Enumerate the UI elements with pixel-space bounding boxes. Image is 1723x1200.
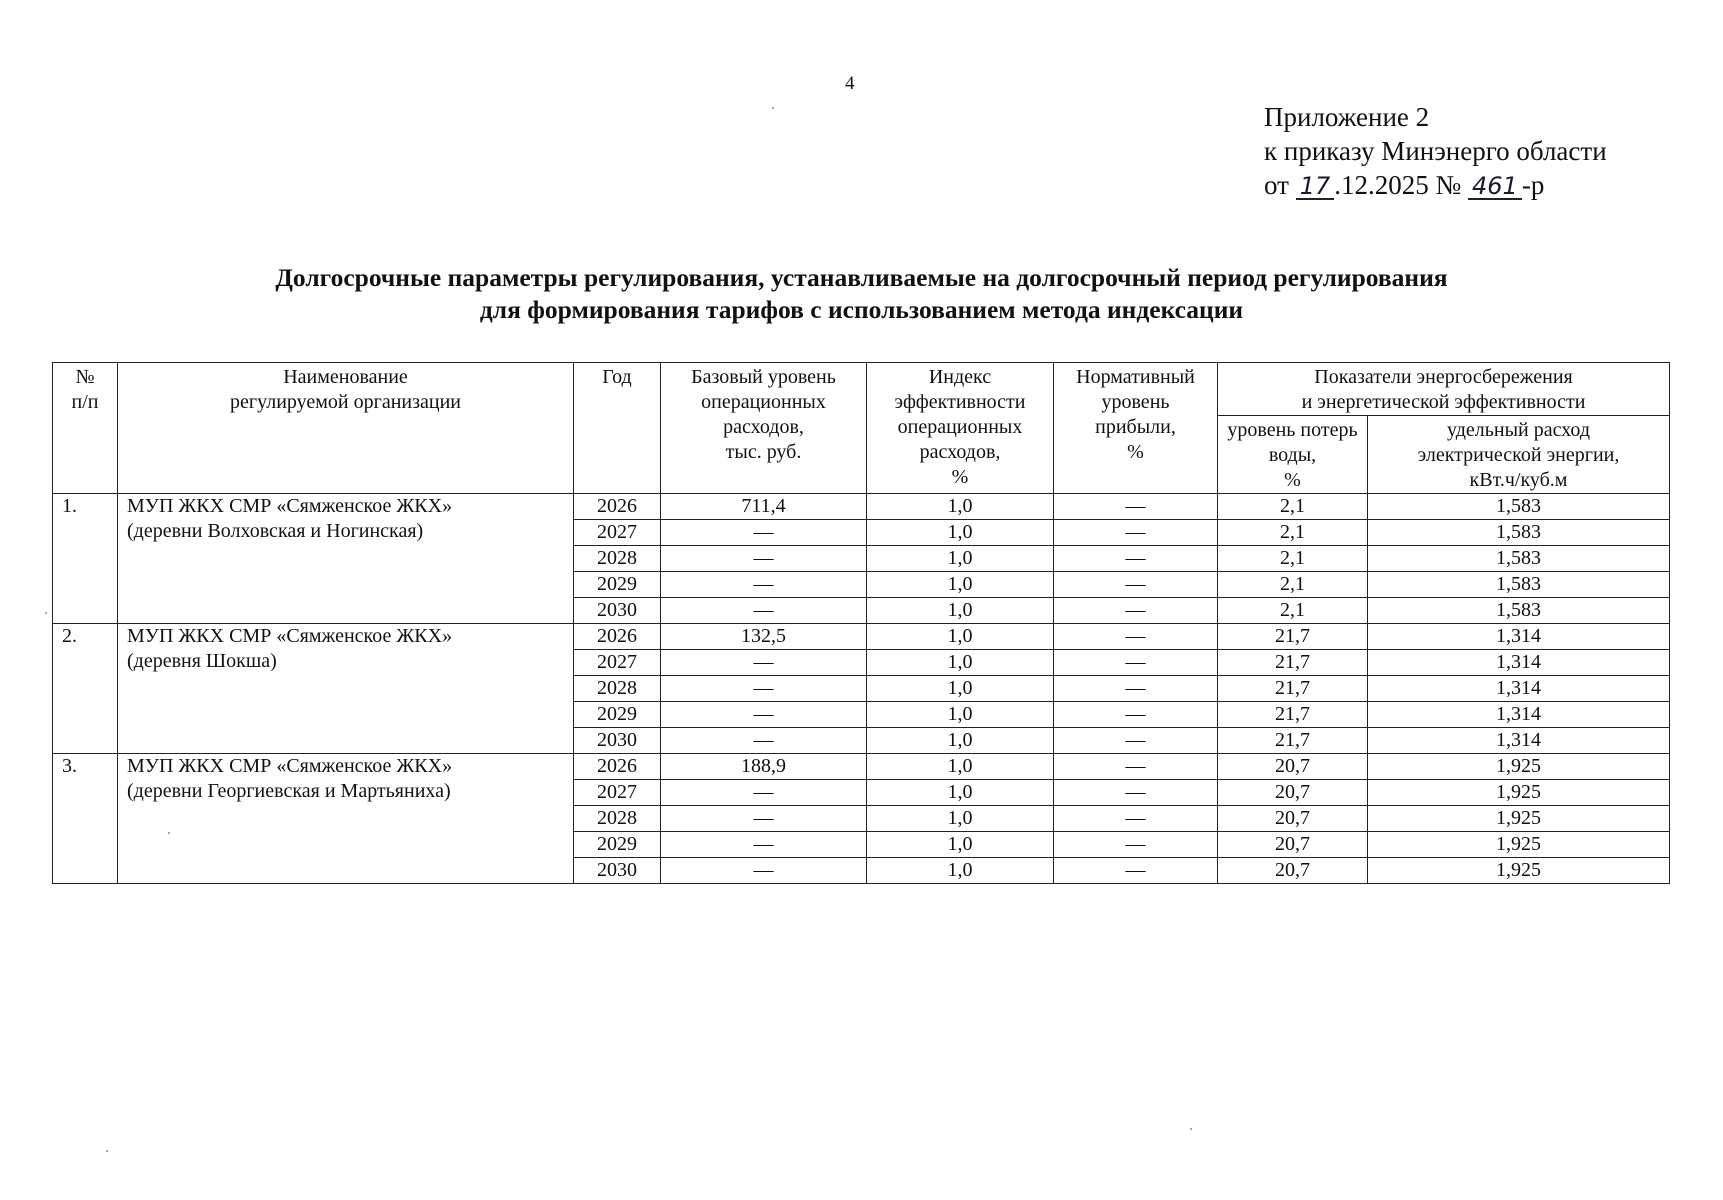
normative-profit-cell: — — [1054, 780, 1218, 806]
base-opex-cell: 711,4 — [661, 494, 867, 520]
org-name-cell: МУП ЖКХ СМР «Сямженское ЖКХ» (деревни Волховская и Ногинская) — [118, 494, 574, 624]
handwritten-day: 17 — [1296, 174, 1335, 200]
table-header — [53, 363, 1670, 494]
table-body — [53, 494, 1670, 884]
appendix-date-rest: .12.2025 № — [1334, 170, 1462, 200]
year-cell: 2026 — [574, 494, 661, 520]
base-opex-cell: — — [661, 702, 867, 728]
water-loss-cell: 2,1 — [1218, 520, 1368, 546]
water-loss-cell: 2,1 — [1218, 494, 1368, 520]
table-row — [53, 754, 1670, 780]
water-loss-cell: 2,1 — [1218, 598, 1368, 624]
electricity-cell: 1,925 — [1368, 832, 1670, 858]
normative-profit-cell: — — [1054, 494, 1218, 520]
year-cell: 2027 — [574, 650, 661, 676]
org-number-cell: 2. — [53, 624, 118, 754]
year-cell: 2028 — [574, 676, 661, 702]
normative-profit-cell: — — [1054, 702, 1218, 728]
efficiency-index-cell: 1,0 — [867, 702, 1054, 728]
header-num: № п/п — [53, 363, 118, 494]
water-loss-cell: 21,7 — [1218, 676, 1368, 702]
normative-profit-cell: — — [1054, 520, 1218, 546]
efficiency-index-cell: 1,0 — [867, 572, 1054, 598]
base-opex-cell: — — [661, 728, 867, 754]
parameters-table — [52, 362, 1670, 884]
year-cell: 2030 — [574, 858, 661, 884]
org-name-cell: МУП ЖКХ СМР «Сямженское ЖКХ» (деревня Шокша) — [118, 624, 574, 754]
normative-profit-cell: — — [1054, 650, 1218, 676]
efficiency-index-cell: 1,0 — [867, 494, 1054, 520]
table-row — [53, 494, 1670, 520]
parameters-table-wrapper — [52, 362, 1669, 884]
base-opex-cell: — — [661, 572, 867, 598]
normative-profit-cell: — — [1054, 806, 1218, 832]
header-efficiency-index: Индекс эффективности операционных расходов, % — [867, 363, 1054, 494]
base-opex-cell: — — [661, 598, 867, 624]
scan-speck — [1190, 1128, 1192, 1130]
normative-profit-cell: — — [1054, 624, 1218, 650]
header-energy-group: Показатели энергосбережения и энергетической эффективности — [1218, 363, 1670, 416]
electricity-cell: 1,583 — [1368, 572, 1670, 598]
electricity-cell: 1,314 — [1368, 676, 1670, 702]
header-water-loss: уровень потерь воды, % — [1218, 416, 1368, 494]
appendix-date-line — [1264, 168, 1607, 202]
efficiency-index-cell: 1,0 — [867, 780, 1054, 806]
header-name: Наименование регулируемой организации — [118, 363, 574, 494]
electricity-cell: 1,925 — [1368, 858, 1670, 884]
efficiency-index-cell: 1,0 — [867, 858, 1054, 884]
electricity-cell: 1,583 — [1368, 598, 1670, 624]
appendix-date-prefix: от — [1264, 170, 1289, 200]
table-row — [53, 624, 1670, 650]
base-opex-cell: 132,5 — [661, 624, 867, 650]
water-loss-cell: 21,7 — [1218, 624, 1368, 650]
title-line-2: для формирования тарифов с использованием метода индексации — [479, 295, 1244, 324]
year-cell: 2028 — [574, 806, 661, 832]
efficiency-index-cell: 1,0 — [867, 676, 1054, 702]
normative-profit-cell: — — [1054, 832, 1218, 858]
header-base-opex: Базовый уровень операционных расходов, тыс. руб. — [661, 363, 867, 494]
electricity-cell: 1,925 — [1368, 806, 1670, 832]
document-title — [0, 262, 1723, 326]
header-normative-profit: Нормативный уровень прибыли, % — [1054, 363, 1218, 494]
water-loss-cell: 20,7 — [1218, 832, 1368, 858]
base-opex-cell: — — [661, 650, 867, 676]
efficiency-index-cell: 1,0 — [867, 624, 1054, 650]
efficiency-index-cell: 1,0 — [867, 728, 1054, 754]
appendix-title: Приложение 2 — [1264, 102, 1430, 132]
electricity-cell: 1,314 — [1368, 624, 1670, 650]
efficiency-index-cell: 1,0 — [867, 546, 1054, 572]
efficiency-index-cell: 1,0 — [867, 754, 1054, 780]
electricity-cell: 1,314 — [1368, 702, 1670, 728]
water-loss-cell: 21,7 — [1218, 650, 1368, 676]
title-line-1: Долгосрочные параметры регулирования, устанавливаемые на долгосрочный период регулирования — [275, 263, 1448, 292]
electricity-cell: 1,583 — [1368, 494, 1670, 520]
normative-profit-cell: — — [1054, 546, 1218, 572]
normative-profit-cell: — — [1054, 676, 1218, 702]
scan-speck — [772, 107, 774, 109]
efficiency-index-cell: 1,0 — [867, 520, 1054, 546]
electricity-cell: 1,583 — [1368, 520, 1670, 546]
efficiency-index-cell: 1,0 — [867, 650, 1054, 676]
org-name-cell: МУП ЖКХ СМР «Сямженское ЖКХ» (деревни Георгиевская и Мартьяниха) — [118, 754, 574, 884]
base-opex-cell: — — [661, 676, 867, 702]
electricity-cell: 1,314 — [1368, 650, 1670, 676]
water-loss-cell: 20,7 — [1218, 754, 1368, 780]
base-opex-cell: 188,9 — [661, 754, 867, 780]
scan-speck — [168, 832, 170, 834]
header-electricity: удельный расход электрической энергии, кВт.ч/куб.м — [1368, 416, 1670, 494]
efficiency-index-cell: 1,0 — [867, 806, 1054, 832]
normative-profit-cell: — — [1054, 754, 1218, 780]
electricity-cell: 1,314 — [1368, 728, 1670, 754]
year-cell: 2026 — [574, 754, 661, 780]
org-number-cell: 1. — [53, 494, 118, 624]
header-row-1 — [53, 363, 1670, 416]
normative-profit-cell: — — [1054, 728, 1218, 754]
normative-profit-cell: — — [1054, 858, 1218, 884]
electricity-cell: 1,925 — [1368, 780, 1670, 806]
water-loss-cell: 20,7 — [1218, 780, 1368, 806]
base-opex-cell: — — [661, 832, 867, 858]
scan-speck — [45, 612, 47, 614]
base-opex-cell: — — [661, 858, 867, 884]
scan-speck — [106, 1150, 108, 1152]
year-cell: 2028 — [574, 546, 661, 572]
year-cell: 2029 — [574, 702, 661, 728]
efficiency-index-cell: 1,0 — [867, 832, 1054, 858]
water-loss-cell: 20,7 — [1218, 806, 1368, 832]
water-loss-cell: 2,1 — [1218, 546, 1368, 572]
year-cell: 2027 — [574, 520, 661, 546]
electricity-cell: 1,925 — [1368, 754, 1670, 780]
base-opex-cell: — — [661, 546, 867, 572]
appendix-reference — [1264, 100, 1607, 202]
water-loss-cell: 21,7 — [1218, 728, 1368, 754]
base-opex-cell: — — [661, 806, 867, 832]
year-cell: 2029 — [574, 832, 661, 858]
header-year: Год — [574, 363, 661, 494]
appendix-order-ref: к приказу Минэнерго области — [1264, 136, 1607, 166]
electricity-cell: 1,583 — [1368, 546, 1670, 572]
appendix-order-suffix: -р — [1521, 170, 1545, 200]
normative-profit-cell: — — [1054, 598, 1218, 624]
year-cell: 2027 — [574, 780, 661, 806]
water-loss-cell: 2,1 — [1218, 572, 1368, 598]
efficiency-index-cell: 1,0 — [867, 598, 1054, 624]
water-loss-cell: 20,7 — [1218, 858, 1368, 884]
base-opex-cell: — — [661, 780, 867, 806]
water-loss-cell: 21,7 — [1218, 702, 1368, 728]
handwritten-order-number: 461 — [1468, 174, 1522, 200]
year-cell: 2030 — [574, 728, 661, 754]
year-cell: 2026 — [574, 624, 661, 650]
year-cell: 2029 — [574, 572, 661, 598]
page-number: 4 — [845, 73, 855, 94]
year-cell: 2030 — [574, 598, 661, 624]
org-number-cell: 3. — [53, 754, 118, 884]
normative-profit-cell: — — [1054, 572, 1218, 598]
base-opex-cell: — — [661, 520, 867, 546]
